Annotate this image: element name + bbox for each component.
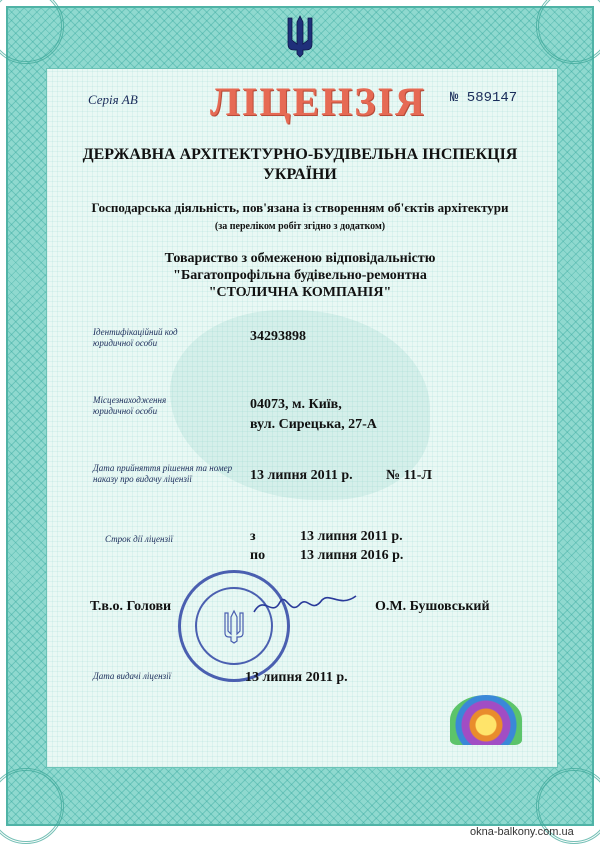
hologram-sticker [450,695,522,745]
license-number: № 589147 [450,90,518,106]
trident-icon [284,14,316,58]
label-line: Дата прийняття рішення та номер [93,463,233,473]
authority-line: ДЕРЖАВНА АРХІТЕКТУРНО-БУДІВЕЛЬНА ІНСПЕКЦІЯ [82,146,518,163]
corner-ornament [0,768,64,844]
location-label [93,395,233,417]
series-label: Серія АВ [88,92,138,107]
label-line: Ідентифікаційний код [93,327,178,337]
address-line: 04073, м. Київ, [250,397,342,412]
company-line: "Багатопрофільна будівельно-ремонтна [173,268,427,283]
label-line: наказу про видачу ліцензії [93,474,192,484]
signatory-name: О.М. Бушовський [375,599,490,614]
id-code-label [93,327,233,349]
corner-ornament [536,0,600,64]
corner-ornament [0,0,64,64]
decision-date: 13 липня 2011 р. [250,468,353,483]
decision-label [93,463,243,485]
issuing-authority [60,145,540,185]
signatory-title: Т.в.о. Голови [90,599,172,614]
activity-type: Господарська діяльність, пов'язана із створенням об'єктів архітектури [91,200,509,215]
term-from-date: 13 липня 2011 р. [300,529,403,544]
label-line: Місцезнаходження [93,395,167,405]
term-to-word: по [250,548,266,563]
activity-note: (за переліком робіт згідно з додатком) [214,221,386,232]
term-to-date: 13 липня 2016 р. [300,548,404,563]
label-line: юридичної особи [93,406,158,416]
site-watermark: okna-balkony.com.ua [470,826,574,838]
signature-icon [250,588,360,624]
term-from-word: з [250,529,256,544]
authority-line: УКРАЇНИ [263,166,337,183]
issue-date-value: 13 липня 2011 р. [245,670,348,685]
label-line: юридичної особи [93,338,158,348]
id-code-value: 34293898 [250,329,306,344]
company-line: Товариство з обмеженою відповідальністю [164,251,436,266]
decision-number: № 11-Л [386,468,432,483]
term-label: Строк дії ліцензії [105,534,174,544]
address-line: вул. Сирецька, 27-А [250,417,377,432]
issue-date-label: Дата видачі ліцензії [93,671,172,681]
official-seal [178,570,290,682]
document-title: ЛІЦЕНЗІЯ [210,79,426,124]
company-line: "СТОЛИЧНА КОМПАНІЯ" [208,285,392,300]
location-value [250,395,377,435]
company-name [60,250,540,301]
